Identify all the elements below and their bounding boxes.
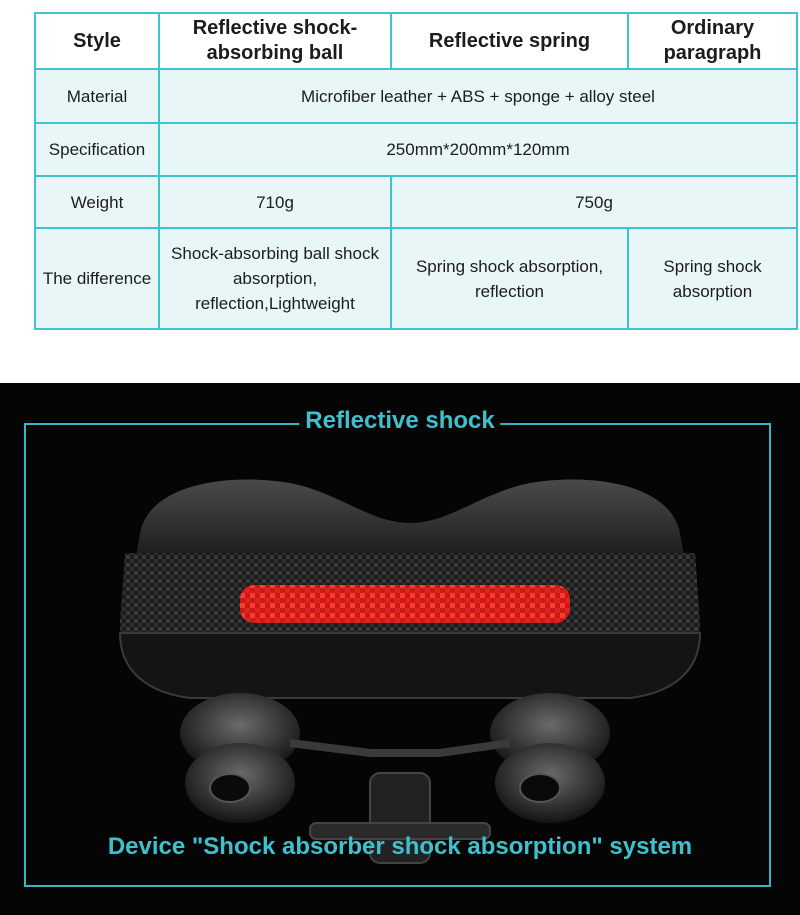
saddle-rails xyxy=(290,743,510,753)
header-reflective-ball: Reflective shock-absorbing ball xyxy=(159,13,391,69)
row-label-specification: Specification xyxy=(35,123,159,176)
comparison-table-container xyxy=(34,12,796,328)
panel-caption: Device "Shock absorber shock absorption" system xyxy=(107,833,693,860)
weight-ball-value: 710g xyxy=(159,176,391,228)
saddle-base xyxy=(120,633,700,698)
row-label-difference: The difference xyxy=(35,228,159,329)
difference-ball-value: Shock-absorbing ball shock absorption, reflection,Lightweight xyxy=(159,228,391,329)
right-shock-ball xyxy=(490,693,610,823)
product-panel xyxy=(0,383,800,915)
panel-title: Reflective shock xyxy=(299,407,500,435)
row-label-material: Material xyxy=(35,69,159,123)
header-ordinary: Ordinary paragraph xyxy=(628,13,797,69)
saddle-image xyxy=(110,443,710,873)
header-reflective-spring: Reflective spring xyxy=(391,13,628,69)
comparison-table xyxy=(34,12,798,330)
table-row-difference xyxy=(35,228,797,329)
saddle-cushion xyxy=(135,480,685,563)
rear-reflector xyxy=(240,585,570,623)
material-value: Microfiber leather + ABS + sponge + alloy steel xyxy=(159,69,797,123)
row-label-weight: Weight xyxy=(35,176,159,228)
weight-spring-value: 750g xyxy=(391,176,797,228)
header-style: Style xyxy=(35,13,159,69)
table-row-weight xyxy=(35,176,797,228)
specification-value: 250mm*200mm*120mm xyxy=(159,123,797,176)
table-row-specification xyxy=(35,123,797,176)
difference-spring-value: Spring shock absorption, reflection xyxy=(391,228,628,329)
table-row-material xyxy=(35,69,797,123)
difference-ordinary-value: Spring shock absorption xyxy=(628,228,797,329)
left-shock-ball xyxy=(180,693,300,823)
table-header-row xyxy=(35,13,797,69)
